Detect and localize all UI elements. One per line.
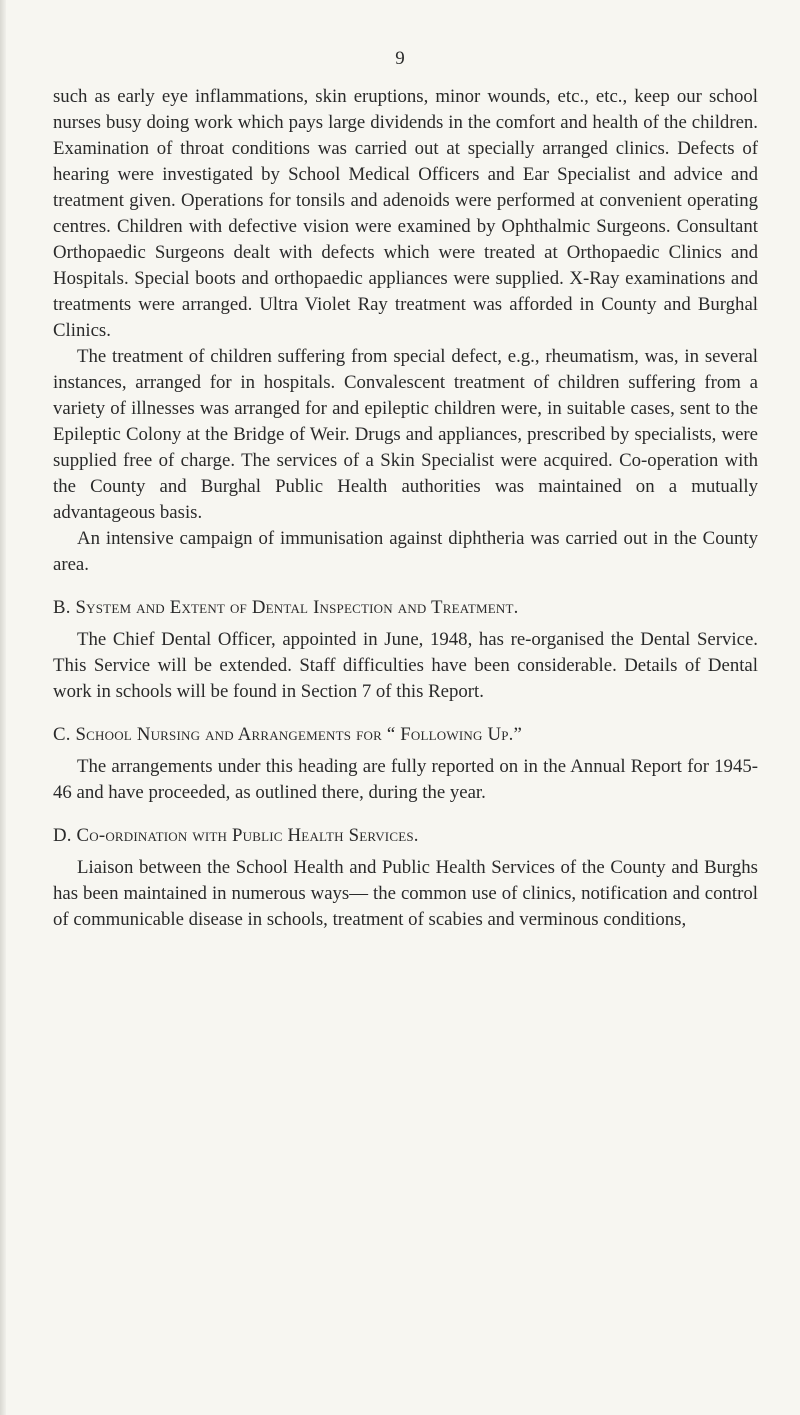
page-body-text [53, 84, 758, 933]
page-number: 9 [395, 48, 405, 69]
page-binding-edge [0, 0, 6, 1415]
section-body-coordination: Liaison between the School Health and Public Health Services of the County and Burghs has been maintained in numerous ways— the common use of clinics, notification and control of communicable disease in schools, treatment of scabies and verminous conditions, [53, 857, 758, 930]
section-heading-coordination: D. Co-ordination with Public Health Services. [53, 825, 419, 846]
paragraph-immunisation: An intensive campaign of immunisation against diphtheria was carried out in the County area. [53, 528, 758, 575]
section-body-dental: The Chief Dental Officer, appointed in June, 1948, has re-organised the Dental Service. This Service will be extended. Staff difficulties have been considerable. Details of Dental work in schools will be found in Section 7 of this Report. [53, 629, 758, 702]
paragraph-special-treatment: The treatment of children suffering from special defect, e.g., rheumatism, was, in several instances, arranged for in hospitals. Convalescent treatment of children suffering from a variety of illnesses was arranged for and epileptic children were, in suitable cases, sent to the Epileptic Colony at the Bridge of Weir. Drugs and appliances, prescribed by specialists, were supplied free of charge. The services of a Skin Specialist were acquired. Co-operation with the County and Burghal Public Health authorities was maintained on a mutually advantageous basis. [53, 346, 758, 523]
paragraph-continued: such as early eye inflammations, skin eruptions, minor wounds, etc., etc., keep our school nurses busy doing work which pays large dividends in the comfort and health of the children. Examination of throat conditions was carried out at specially arranged clinics. Defects of hearing were investigated by School Medical Officers and Ear Specialist and advice and treatment given. Operations for tonsils and adenoids were performed at convenient operating centres. Children with defective vision were examined by Ophthalmic Surgeons. Consultant Orthopaedic Surgeons dealt with defects which were treated at Orthopaedic Clinics and Hospitals. Special boots and orthopaedic appliances were supplied. X-Ray examinations and treatments were arranged. Ultra Violet Ray treatment was afforded in County and Burghal Clinics. [53, 86, 758, 341]
section-heading-dental: B. System and Extent of Dental Inspection and Treatment. [53, 597, 519, 618]
section-heading-nursing: C. School Nursing and Arrangements for “ Following Up.” [53, 724, 523, 745]
section-body-nursing: The arrangements under this heading are fully reported on in the Annual Report for 1945-46 and have proceeded, as outlined there, during the year. [53, 756, 758, 803]
